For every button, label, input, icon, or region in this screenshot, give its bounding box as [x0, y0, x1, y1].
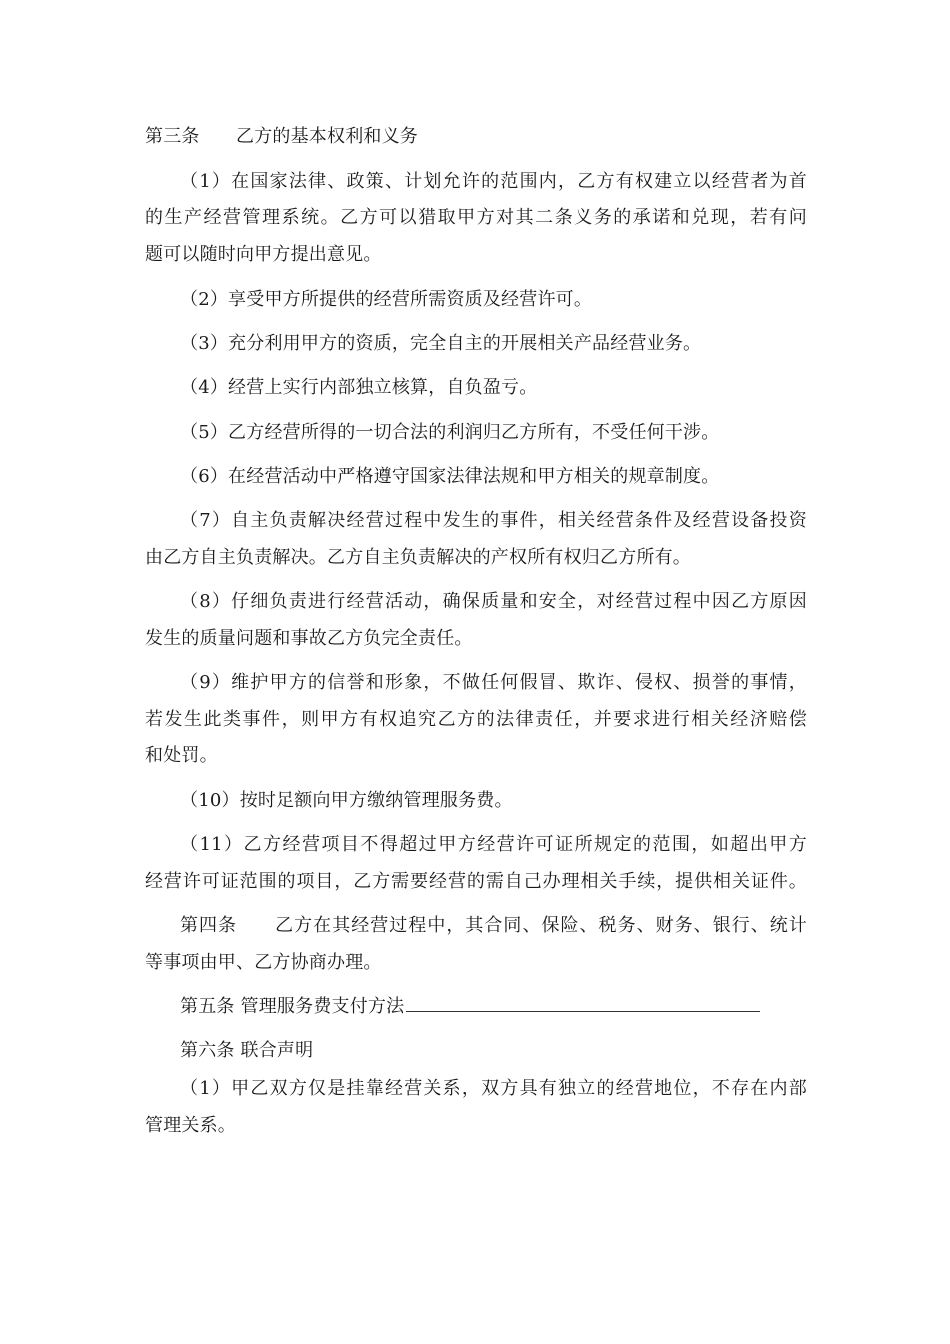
article-5-text: 第五条 管理服务费支付方法 [180, 996, 405, 1017]
article-3-item-6: （6）在经营活动中严格遵守国家法律法规和甲方相关的规章制度。 [180, 466, 720, 487]
article-3-item-10: （10）按时足额向甲方缴纳管理服务费。 [180, 790, 513, 811]
article-3-heading: 第三条 乙方的基本权利和义务 [145, 126, 418, 147]
article-3-item-1-line-3: 题可以随时向甲方提出意见。 [145, 244, 382, 265]
article-3-item-11-line-1: （11）乙方经营项目不得超过甲方经营许可证所规定的范围，如超出甲方 [180, 834, 807, 855]
article-3-item-11-line-2: 经营许可证范围的项目，乙方需要经营的需自己办理相关手续，提供相关证件。 [145, 871, 807, 892]
article-3-item-1-line-1: （1）在国家法律、政策、计划允许的范围内，乙方有权建立以经营者为首 [180, 171, 807, 192]
fill-in-blank[interactable] [406, 995, 760, 1012]
article-3-item-7-line-1: （7）自主负责解决经营过程中发生的事件，相关经营条件及经营设备投资 [180, 510, 807, 531]
article-5-line [180, 995, 800, 1019]
article-3-item-9-line-3: 和处罚。 [145, 745, 218, 766]
article-3-item-9-line-2: 若发生此类事件，则甲方有权追究乙方的法律责任，并要求进行相关经济赔偿 [145, 709, 807, 730]
article-6-item-1-line-1: （1）甲乙双方仅是挂靠经营关系，双方具有独立的经营地位，不存在内部 [180, 1078, 807, 1099]
article-6-item-1-line-2: 管理关系。 [145, 1115, 236, 1136]
article-3-item-8-line-1: （8）仔细负责进行经营活动，确保质量和安全，对经营过程中因乙方原因 [180, 591, 807, 612]
article-4-line-1: 第四条 乙方在其经营过程中，其合同、保险、税务、财务、银行、统计 [180, 915, 807, 936]
article-4-line-2: 等事项由甲、乙方协商办理。 [145, 952, 382, 973]
article-3-item-8-line-2: 发生的质量问题和事故乙方负完全责任。 [145, 628, 473, 649]
article-3-item-4: （4）经营上实行内部独立核算，自负盈亏。 [180, 377, 538, 398]
article-3-item-1-line-2: 的生产经营管理系统。乙方可以猎取甲方对其二条义务的承诺和兑现，若有问 [145, 207, 807, 228]
article-3-item-2: （2）享受甲方所提供的经营所需资质及经营许可。 [180, 289, 593, 310]
article-3-item-3: （3）充分利用甲方的资质，完全自主的开展相关产品经营业务。 [180, 333, 702, 354]
article-6-heading: 第六条 联合声明 [180, 1040, 314, 1061]
article-3-item-5: （5）乙方经营所得的一切合法的利润归乙方所有，不受任何干涉。 [180, 422, 720, 443]
article-3-item-7-line-2: 由乙方自主负责解决。乙方自主负责解决的产权所有权归乙方所有。 [145, 547, 691, 568]
article-3-item-9-line-1: （9）维护甲方的信誉和形象，不做任何假冒、欺诈、侵权、损誉的事情， [180, 672, 807, 693]
